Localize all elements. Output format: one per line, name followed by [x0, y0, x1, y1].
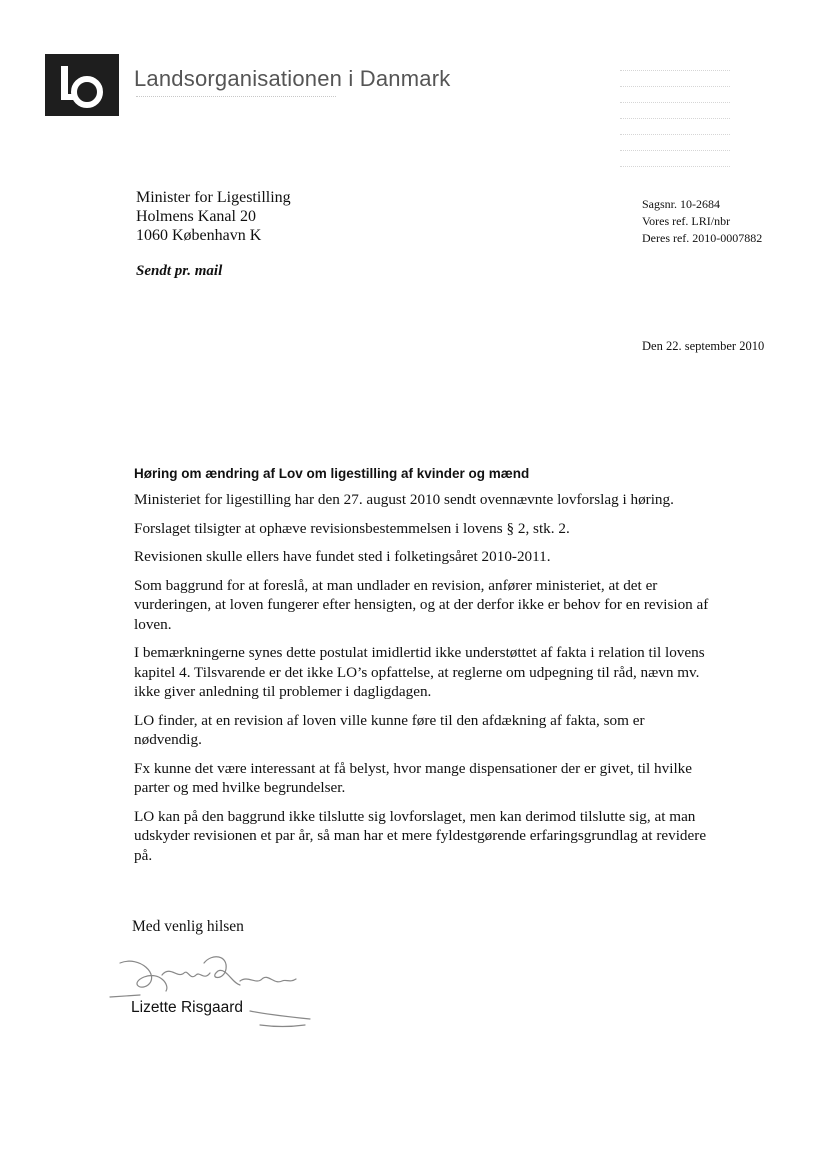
- body-paragraph: Som baggrund for at foreslå, at man undlader en revision, anfører ministeriet, at det er vurderingen, at loven fungerer efter hensigten, og at der derfor ikke er behov for en revision af loven.: [134, 576, 709, 633]
- signatory-name: Lizette Risgaard: [131, 999, 244, 1016]
- body-paragraph: Fx kunne det være interessant at få belyst, hvor mange dispensationer der er givet, til hvilke parter og med hvilke begrundelser.: [134, 759, 692, 796]
- letterhead-subline: [136, 96, 336, 101]
- reference-block: [642, 196, 762, 247]
- letter-body: [134, 490, 714, 874]
- organization-name: Landsorganisationen i Danmark: [134, 66, 451, 91]
- handwritten-signature: [100, 945, 330, 1035]
- lo-logo-mark: [45, 54, 119, 116]
- closing-greeting: Med venlig hilsen: [132, 918, 244, 935]
- case-number: Sagsnr. 10-2684: [642, 197, 720, 211]
- recipient-address: [136, 188, 291, 245]
- letterhead-contact-block: [620, 70, 730, 182]
- recipient-line: Holmens Kanal 20: [136, 208, 256, 225]
- body-paragraph: Forslaget tilsigter at ophæve revisionsbestemmelsen i lovens § 2, stk. 2.: [134, 519, 570, 537]
- recipient-line: Minister for Ligestilling: [136, 189, 291, 206]
- body-paragraph: I bemærkningerne synes dette postulat imidlertid ikke understøttet af fakta i relation til lovens kapitel 4. Tilsvarende er det ikke LO’s opfattelse, at reglerne om udpegning til råd, nævn mv. ikke giver anledning til problemer i dagligdagen.: [134, 644, 705, 700]
- body-paragraph: Revisionen skulle ellers have fundet sted i folketingsåret 2010-2011.: [134, 548, 551, 565]
- body-paragraph: Ministeriet for ligestilling har den 27. august 2010 sendt ovennævnte lovforslag i høring.: [134, 491, 674, 508]
- letter-subject: Høring om ændring af Lov om ligestilling af kvinder og mænd: [134, 466, 530, 481]
- body-paragraph: LO finder, at en revision af loven ville kunne føre til den afdækning af fakta, som er nødvendig.: [134, 711, 645, 748]
- recipient-line: 1060 København K: [136, 227, 262, 244]
- letter-date: Den 22. september 2010: [642, 339, 765, 353]
- body-paragraph: LO kan på den baggrund ikke tilslutte sig lovforslaget, men kan derimod tilslutte sig, at man udskyder revisionen et par år, så man har et mere fyldestgørende erfaringsgrundlag at revidere på.: [134, 807, 707, 864]
- lo-logo: [45, 54, 119, 116]
- delivery-note: Sendt pr. mail: [136, 263, 223, 279]
- your-reference: Deres ref. 2010-0007882: [642, 231, 763, 245]
- our-reference: Vores ref. LRI/nbr: [642, 214, 731, 228]
